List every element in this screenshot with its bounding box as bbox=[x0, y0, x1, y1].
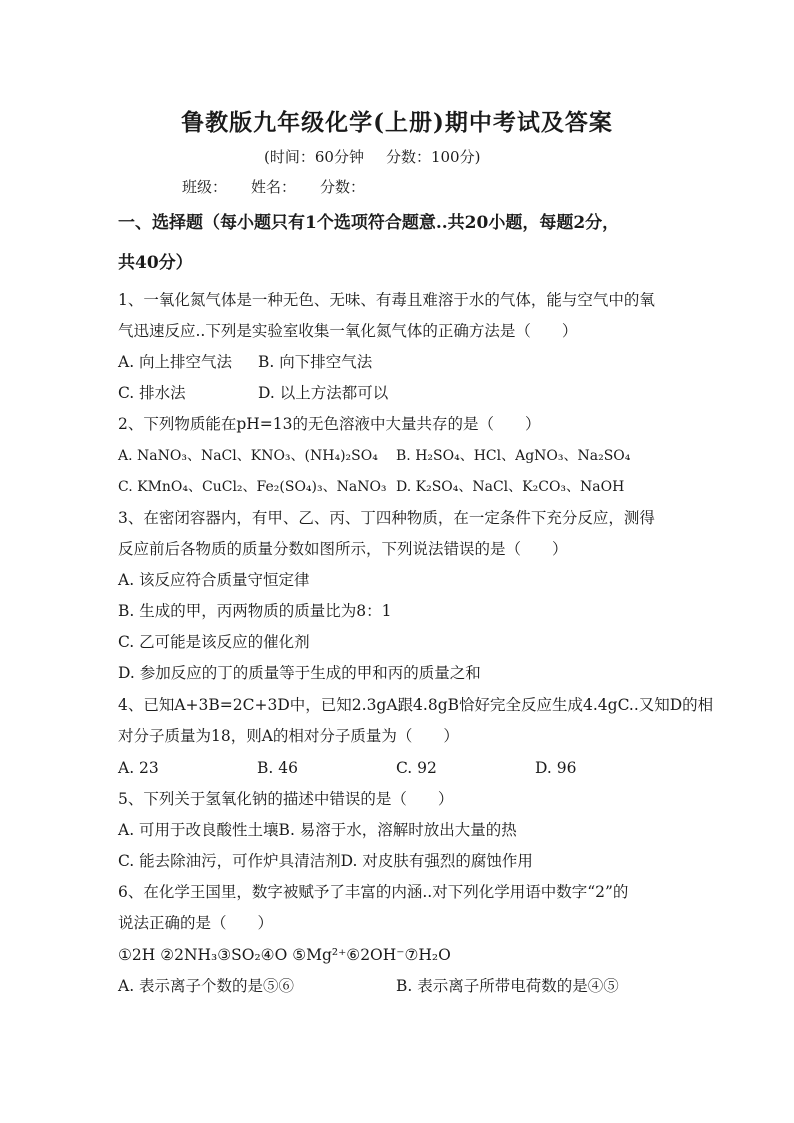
q5-options-ab: A. 可用于改良酸性土壤B. 易溶于水，溶解时放出大量的热 bbox=[118, 821, 517, 839]
question-1-text: 1、一氧化氮气体是一种无色、无味、有毒且难溶于水的气体，能与空气中的氧 bbox=[118, 291, 655, 309]
q1-option-d: D. 以上方法都可以 bbox=[258, 384, 389, 402]
q4-option-d: D. 96 bbox=[535, 759, 577, 777]
question-6-text-cont: 说法正确的是（ ） bbox=[118, 914, 274, 932]
q5-options-cd: C. 能去除油污，可作炉具清洁剂D. 对皮肤有强烈的腐蚀作用 bbox=[118, 852, 533, 870]
question-4-text: 4、已知A+3B=2C+3D中，已知2.3gA跟4.8gB恰好完全反应生成4.4gC..又知D的相 bbox=[118, 696, 714, 714]
question-3-text-cont: 反应前后各物质的质量分数如图所示，下列说法错误的是（ ） bbox=[118, 540, 568, 558]
question-6-text: 6、在化学王国里，数字被赋予了丰富的内涵..对下列化学用语中数字“2”的 bbox=[118, 883, 629, 901]
q3-option-b: B. 生成的甲，丙两物质的质量比为8：1 bbox=[118, 602, 392, 620]
section-heading-cont: 共40分） bbox=[118, 253, 193, 273]
q1-option-b: B. 向下排空气法 bbox=[258, 353, 373, 371]
q2-option-d: D. K₂SO₄、NaCl、K₂CO₃、NaOH bbox=[396, 479, 625, 495]
q4-option-b: B. 46 bbox=[257, 759, 298, 777]
q2-option-c: C. KMnO₄、CuCl₂、Fe₂(SO₄)₃、NaNO₃ bbox=[118, 479, 387, 495]
total-score: 分数：100分) bbox=[385, 148, 481, 166]
question-2-text: 2、下列物质能在pH=13的无色溶液中大量共存的是（ ） bbox=[118, 415, 541, 433]
name-label: 姓名： bbox=[251, 178, 297, 196]
question-3-text: 3、在密闭容器内，有甲、乙、丙、丁四种物质，在一定条件下充分反应，测得 bbox=[118, 509, 655, 527]
q1-option-a: A. 向上排空气法 bbox=[118, 353, 233, 371]
q1-option-c: C. 排水法 bbox=[118, 384, 186, 402]
q2-option-a: A. NaNO₃、NaCl、KNO₃、(NH₄)₂SO₄ bbox=[118, 448, 378, 464]
question-4-text-cont: 对分子质量为18，则A的相对分子质量为（ ） bbox=[118, 727, 459, 745]
class-label: 班级： bbox=[182, 178, 228, 196]
exam-meta bbox=[264, 146, 502, 167]
page-title: 鲁教版九年级化学(上册)期中考试及答案 bbox=[181, 109, 613, 136]
q2-option-b: B. H₂SO₄、HCl、AgNO₃、Na₂SO₄ bbox=[396, 448, 631, 464]
q4-option-a: A. 23 bbox=[118, 759, 159, 777]
section-heading: 一、选择题（每小题只有1个选项符合题意..共20小题，每题2分， bbox=[118, 213, 620, 233]
q6-option-a: A. 表示离子个数的是⑤⑥ bbox=[118, 977, 295, 995]
question-5-text: 5、下列关于氢氧化钠的描述中错误的是（ ） bbox=[118, 790, 454, 808]
q3-option-d: D. 参加反应的丁的质量等于生成的甲和丙的质量之和 bbox=[118, 664, 481, 682]
q3-option-a: A. 该反应符合质量守恒定律 bbox=[118, 571, 310, 589]
time-limit: (时间：60分钟 bbox=[264, 148, 364, 166]
q4-option-c: C. 92 bbox=[396, 759, 437, 777]
question-1-text-cont: 气迅速反应..下列是实验室收集一氧化氮气体的正确方法是（ ） bbox=[118, 322, 578, 340]
q3-option-c: C. 乙可能是该反应的催化剂 bbox=[118, 633, 310, 651]
student-info bbox=[182, 176, 389, 197]
q6-option-b: B. 表示离子所带电荷数的是④⑤ bbox=[396, 977, 619, 995]
score-label: 分数： bbox=[320, 178, 366, 196]
q6-formulas: ①2H ②2NH₃③SO₂④O ⑤Mg²⁺⑥2OH⁻⑦H₂O bbox=[118, 946, 451, 964]
